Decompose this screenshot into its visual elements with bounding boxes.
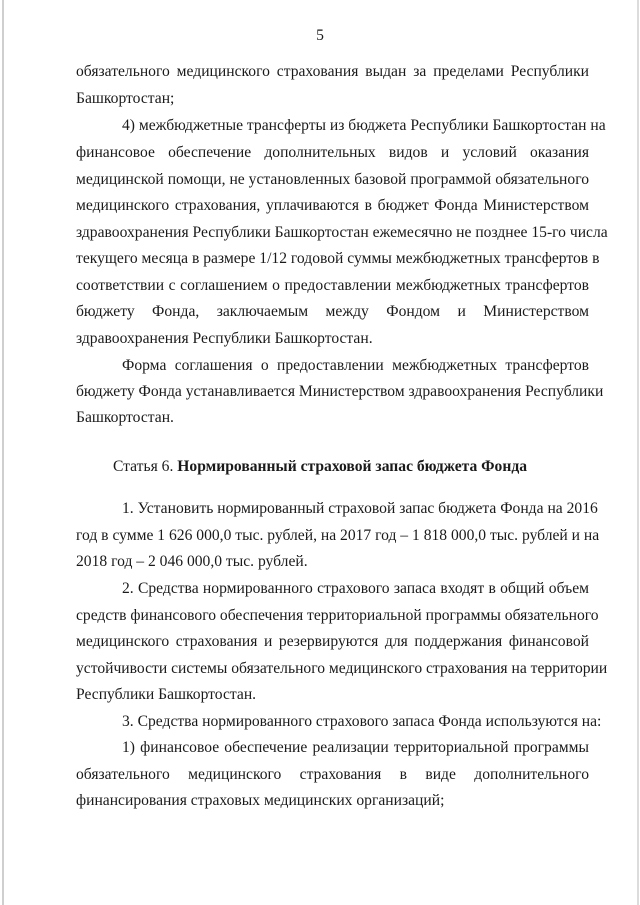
text-line: 3. Средства нормированного страхового запаса Фонда используются на: [122,713,602,730]
text-line: здравоохранения Республики Башкортостан ежемесячно не позднее 15-го числа [76,224,608,241]
text-line: Форма соглашения о предоставлении межбюджетных трансфертов [122,357,589,374]
article-heading [0,457,640,477]
text-line: 2018 год – 2 046 000,0 тыс. рублей. [76,553,308,570]
article-title: Нормированный страховой запас бюджета Фонда [177,458,528,475]
text-line: текущего месяца в размере 1/12 годовой суммы межбюджетных трансфертов в [76,250,600,267]
text-line: обязательного медицинского страхования выдан за пределами Республики [76,63,589,80]
text-line: бюджету Фонда, заключаемым между Фондом и Министерством [76,303,589,320]
text-line: 1. Установить нормированный страховой запас бюджета Фонда на 2016 [122,500,598,517]
text-line: 2. Средства нормированного страхового запаса входят в общий объем [122,580,589,597]
text-line: 1) финансовое обеспечение реализации территориальной программы [122,739,589,756]
text-line: год в сумме 1 626 000,0 тыс. рублей, на 2017 год – 1 818 000,0 тыс. рублей и на [76,527,600,544]
text-line: медицинского страхования, уплачиваются в бюджет Фонда Министерством [76,197,589,214]
text-line: бюджету Фонда устанавливается Министерством здравоохранения Республики [76,383,604,400]
text-line: Башкортостан; [76,90,175,107]
text-line: здравоохранения Республики Башкортостан. [76,330,373,347]
text-line: средств финансового обеспечения территориальной программы обязательного [76,607,599,624]
text-line: медицинской помощи, не установленных базовой программой обязательного [76,171,589,188]
page-number: 5 [316,27,324,44]
text-line: финансовое обеспечение дополнительных видов и условий оказания [76,144,589,161]
text-line: Башкортостан. [76,409,174,426]
text-line: устойчивости системы обязательного медицинского страхования на территории [76,660,608,677]
scan-left-edge [2,0,4,905]
text-line: обязательного медицинского страхования в виде дополнительного [76,766,589,783]
text-line: медицинского страхования и резервируются для поддержания финансовой [76,633,589,650]
scan-right-edge [637,0,639,905]
text-line: финансирования страховых медицинских организаций; [76,792,445,809]
text-line: 4) межбюджетные трансферты из бюджета Республики Башкортостан на [122,117,606,134]
text-line: Республики Башкортостан. [76,686,257,703]
text-line: соответствии с соглашением о предоставлении межбюджетных трансфертов [76,277,589,294]
article-prefix: Статья 6. [112,458,178,475]
